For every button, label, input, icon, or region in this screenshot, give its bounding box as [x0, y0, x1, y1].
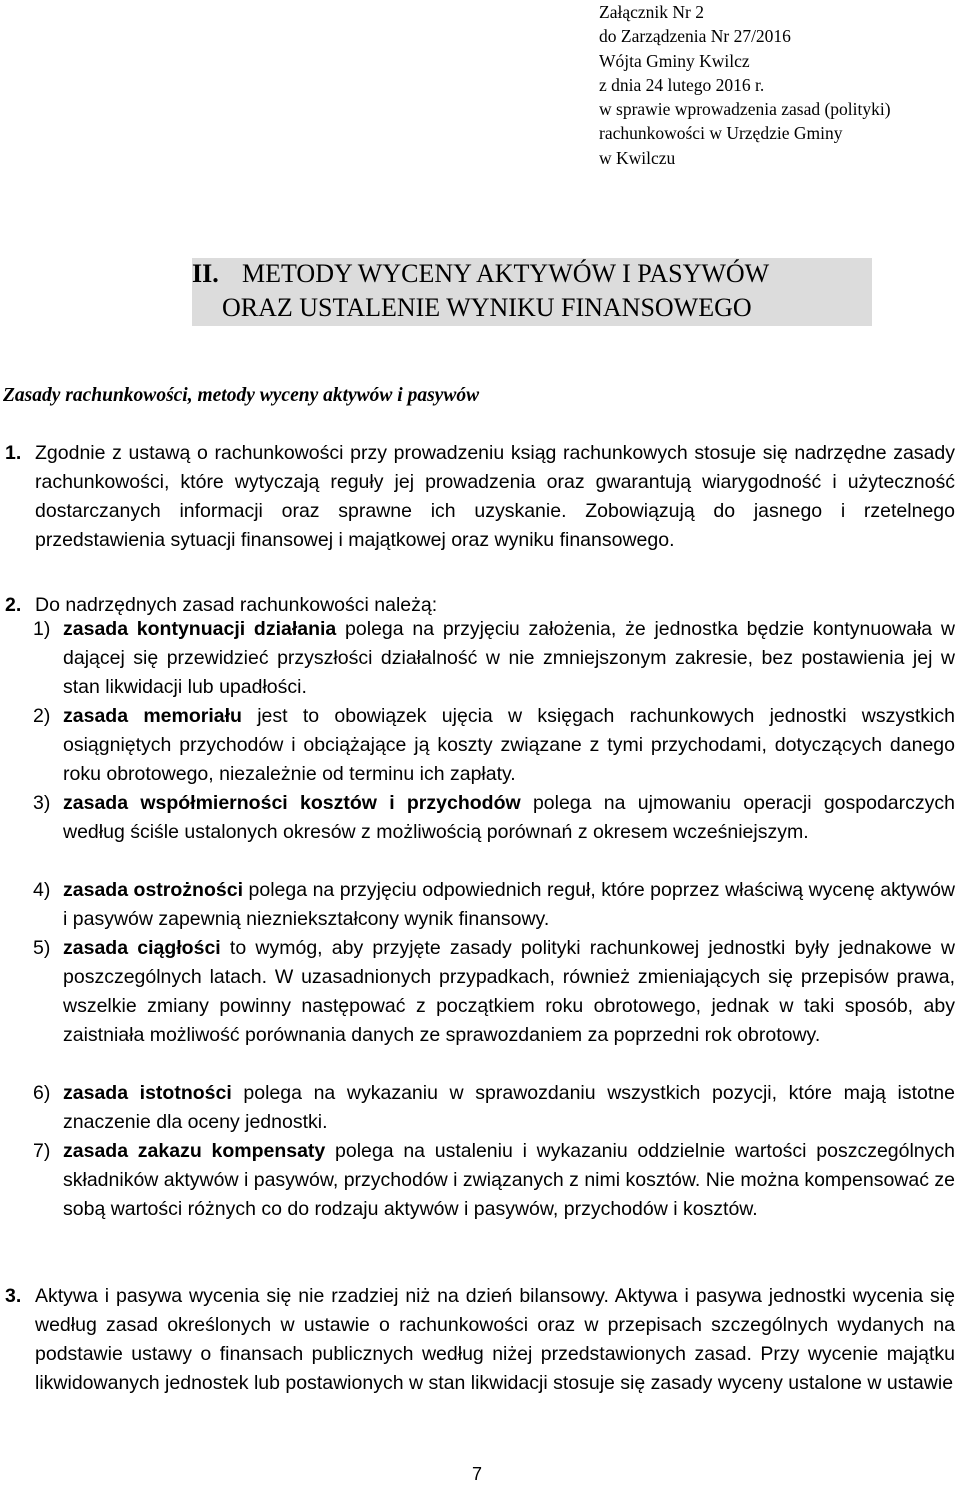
- list-item: [33, 789, 955, 847]
- chapter-title-line2: ORAZ USTALENIE WYNIKU FINANSOWEGO: [222, 293, 752, 322]
- list-item-number: 3): [33, 792, 51, 814]
- annex-line: w Kwilczu: [599, 147, 676, 168]
- list-item-number: 5): [33, 937, 51, 959]
- principle-name: zasada kontynuacji działania: [63, 618, 337, 640]
- chapter-heading: [192, 258, 872, 326]
- list-item: [33, 1137, 955, 1224]
- list-item: [33, 1079, 955, 1137]
- annex-line: Załącznik Nr 2: [599, 2, 704, 22]
- list-item-number: 7): [33, 1140, 51, 1162]
- principle-text: to wymóg, aby przyjęte zasady polityki rachunkowej jednostki były jednakowe w poszczególnych latach. W uzasadnionych przypadkach, również zmieniających się przepisów prawa, wszelkie zmiany powinny następować z początkiem roku obrotowego, jednak w taki sposób, aby zaistniała możliwość porównania danych ze sprawozdaniem za poprzedni rok obrotowy.: [63, 937, 955, 1046]
- list-item-number: 1): [33, 618, 51, 640]
- annex-line: Wójta Gminy Kwilcz: [599, 50, 750, 71]
- annex-line: z dnia 24 lutego 2016 r.: [599, 74, 765, 95]
- principle-text: polega na wykazaniu w sprawozdaniu wszystkich pozycji, które mają istotne znaczenie dla oceny jednostki.: [63, 1082, 955, 1133]
- annex-line: w sprawie wprowadzenia zasad (polityki): [599, 99, 891, 120]
- paragraph-number: 2.: [5, 594, 22, 616]
- paragraph-text: Aktywa i pasywa wycenia się nie rzadziej niż na dzień bilansowy. Aktywa i pasywa jednostki wycenia się według zasad określonych w ustawie o rachunkowości oraz w przepisach szczególnych wydanych na podstawie ustawy o finansach publicznych według niżej przedstawionych zasad. Przy wycenie majątku likwidowanych jednostek lub postawionych w stan likwidacji stosuje się zasady wyceny ustalone w ustawie: [35, 1285, 955, 1394]
- paragraph-1: [5, 439, 955, 555]
- page-number: 7: [472, 1464, 483, 1484]
- paragraph-text: Do nadrzędnych zasad rachunkowości należą:: [35, 594, 438, 616]
- annex-line: do Zarządzenia Nr 27/2016: [599, 26, 791, 47]
- principle-name: zasada współmierności kosztów i przychodów: [63, 792, 521, 814]
- principle-text: polega na ustaleniu i wykazaniu oddzielnie wartości poszczególnych składników aktywów i pasywów, przychodów i związanych z nimi kosztów. Nie można kompensować ze sobą wartości różnych co do rodzaju aktywów i pasywów, przychodów i kosztów.: [63, 1140, 955, 1220]
- principle-name: zasada ciągłości: [63, 937, 221, 959]
- annex-line: rachunkowości w Urzędzie Gminy: [599, 123, 843, 144]
- paragraph-3: [5, 1282, 955, 1398]
- chapter-title-line1: METODY WYCENY AKTYWÓW I PASYWÓW: [242, 259, 770, 288]
- chapter-number: II.: [192, 259, 219, 288]
- section-subheading: Zasady rachunkowości, metody wyceny aktywów i pasywów: [3, 385, 480, 406]
- paragraph-number: 3.: [5, 1285, 22, 1307]
- list-item-number: 4): [33, 879, 51, 901]
- list-item: [33, 876, 955, 934]
- paragraph-number: 1.: [5, 442, 22, 464]
- list-item: [33, 934, 955, 1050]
- principle-name: zasada zakazu kompensaty: [63, 1140, 326, 1162]
- principle-name: zasada memoriału: [63, 705, 242, 727]
- principle-text: polega na przyjęciu odpowiednich reguł, które poprzez właściwą wycenę aktywów i pasywów zapewnią niezniekształcony wynik finansowy.: [63, 879, 956, 930]
- list-item-number: 2): [33, 705, 51, 727]
- principle-text: polega na przyjęciu założenia, że jednostka będzie kontynuowała w dającej się przewidzieć przyszłości działalność w nie zmniejszonym zakresie, bez postawienia jej w stan likwidacji lub upadłości.: [63, 618, 955, 698]
- principle-text: jest to obowiązek ujęcia w księgach rachunkowych jednostki wszystkich osiągniętych przychodów i obciążające ją koszty związane z tymi przychodami, dotyczących danego roku obrotowego, niezależnie od terminu ich zapłaty.: [63, 705, 955, 785]
- principle-name: zasada istotności: [63, 1082, 232, 1104]
- principle-name: zasada ostrożności: [63, 879, 243, 901]
- list-item: [33, 615, 955, 702]
- principle-text: polega na ujmowaniu operacji gospodarczych według ściśle ustalonych okresów z możliwością porównań z okresem wcześniejszym.: [63, 792, 955, 843]
- list-item: [33, 702, 955, 789]
- paragraph-text: Zgodnie z ustawą o rachunkowości przy prowadzeniu ksiąg rachunkowych stosuje się nadrzędne zasady rachunkowości, które wytyczają reguły jej prowadzenia oraz gwarantują wiarygodność i użyteczność dostarczanych informacji oraz sprawne ich uzyskanie. Zobowiązują do jasnego i rzetelnego przedstawienia sytuacji finansowej i majątkowej oraz wyniku finansowego.: [35, 442, 955, 551]
- annex-header: [599, 0, 959, 170]
- list-item-number: 6): [33, 1082, 51, 1104]
